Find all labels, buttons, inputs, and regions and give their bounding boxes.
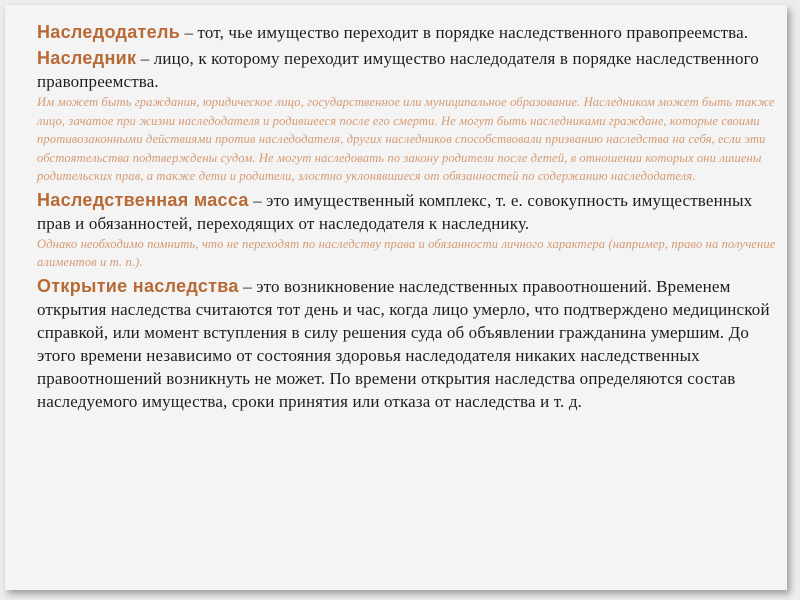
term-opening: Открытие наследства	[37, 275, 239, 296]
definition-heir	[37, 47, 777, 93]
definition-heir-text: – лицо, к которому переходит имущество наследодателя в порядке наследственного правопреемства.	[37, 49, 759, 91]
term-heir: Наследник	[37, 48, 137, 68]
definition-estate-text: – это имущественный комплекс, т. е. совокупность имущественных прав и обязанностей, переходящих от наследодателя к наследнику.	[37, 190, 753, 233]
slide-content	[37, 21, 777, 413]
note-estate: Однако необходимо помнить, что не переходят по наследству права и обязанности личного характера (например, право на получение алиментов и т. п.).	[37, 236, 776, 269]
definition-testator	[37, 21, 777, 44]
note-heir: Им может быть гражданин, юридическое лицо, государственное или муниципальное образование. Наследником может быть также лицо, зачатое при жизни наследодателя и родившееся после его смерти. Не могут быть наследниками граждане, которые своими противозаконными действиями против наследодателя, других наследников способствовали призванию наследства на себя, если эти обстоятельства подтверждены судом. Не могут наследовать по закону родители после детей, в отношении которых они лишены родительских прав, а также дети и родители, злостно уклонявшиеся от обязанностей по содержанию наследодателя.	[37, 95, 775, 183]
definition-opening-text: – это возникновение наследственных правоотношений. Временем открытия наследства считаются тот день и час, когда лицо умерло, что подтверждено медицинской справкой, или момент вступления в силу решения суда об объявлении гражданина умершим. До этого времени независимо от состояния здоровья наследодателя никаких наследственных правоотношений возникнуть не может. По времени открытия наследства определяются состав наследуемого имущества, сроки принятия или отказа от наследства и т. д.	[37, 276, 770, 411]
term-estate: Наследственная масса	[37, 189, 249, 210]
definition-opening	[37, 275, 777, 413]
definition-estate	[37, 189, 777, 235]
definition-testator-text: – тот, чье имущество переходит в порядке наследственного правопреемства.	[180, 23, 749, 42]
term-testator: Наследодатель	[37, 22, 181, 42]
slide-card	[5, 5, 787, 590]
